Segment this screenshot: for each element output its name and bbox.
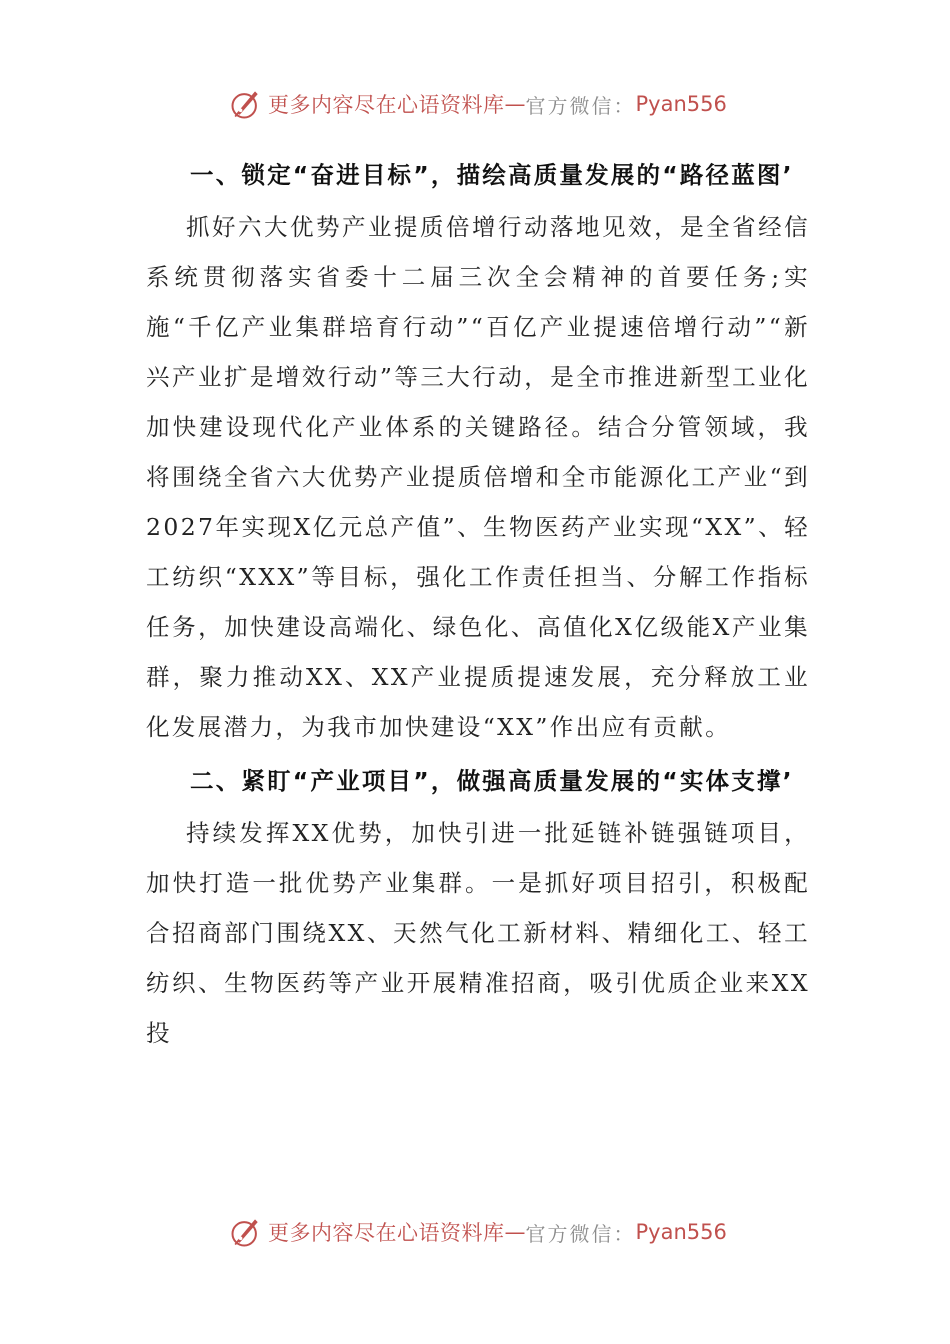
watermark-site-text: 更多内容尽在心语资料库: [268, 1221, 505, 1245]
watermark-site-text: 更多内容尽在心语资料库: [268, 93, 505, 117]
watermark-footer: [228, 1212, 727, 1252]
watermark-official-label: 官方微信：: [525, 1221, 636, 1246]
watermark-dash: —: [504, 92, 526, 116]
section-paragraph-2: 持续发挥XX优势，加快引进一批延链补链强链项目，加快打造一批优势产业集群。一是抓好项目招引，积极配合招商部门围绕XX、天然气化工新材料、精细化工、轻工纺织、生物医药等产业开展精准招商，吸引优质企业来XX投: [146, 819, 810, 1047]
section-heading-2: 二、紧盯“产业项目”，做强高质量发展的“实体支撑’: [190, 767, 794, 795]
quill-circle-logo-icon: [228, 1214, 264, 1250]
watermark-dash: —: [504, 1220, 526, 1244]
watermark-wechat-id: Pyan556: [635, 92, 727, 116]
quill-circle-logo-icon: [228, 86, 264, 122]
watermark-header: [228, 84, 727, 124]
watermark-wechat-id: Pyan556: [635, 1220, 727, 1244]
document-body: [146, 150, 810, 1058]
watermark-official-label: 官方微信：: [525, 93, 636, 118]
section-heading-1: 一、锁定“奋进目标”，描绘高质量发展的“路径蓝图’: [190, 161, 794, 189]
section-paragraph-1: 抓好六大优势产业提质倍增行动落地见效，是全省经信系统贯彻落实省委十二届三次全会精神的首要任务;实施“千亿产业集群培育行动”“百亿产业提速倍增行动”“新兴产业扩是增效行动”等三大行动，是全市推进新型工业化加快建设现代化产业体系的关键路径。结合分管领域，我将围绕全省六大优势产业提质倍增和全市能源化工产业“到2027年实现X亿元总产值”、生物医药产业实现“XX”、轻工纺织“XXX”等目标，强化工作责任担当、分解工作指标任务，加快建设高端化、绿色化、高值化X亿级能X产业集群，聚力推动XX、XX产业提质提速发展，充分释放工业化发展潜力，为我市加快建设“XX”作出应有贡献。: [146, 213, 810, 741]
